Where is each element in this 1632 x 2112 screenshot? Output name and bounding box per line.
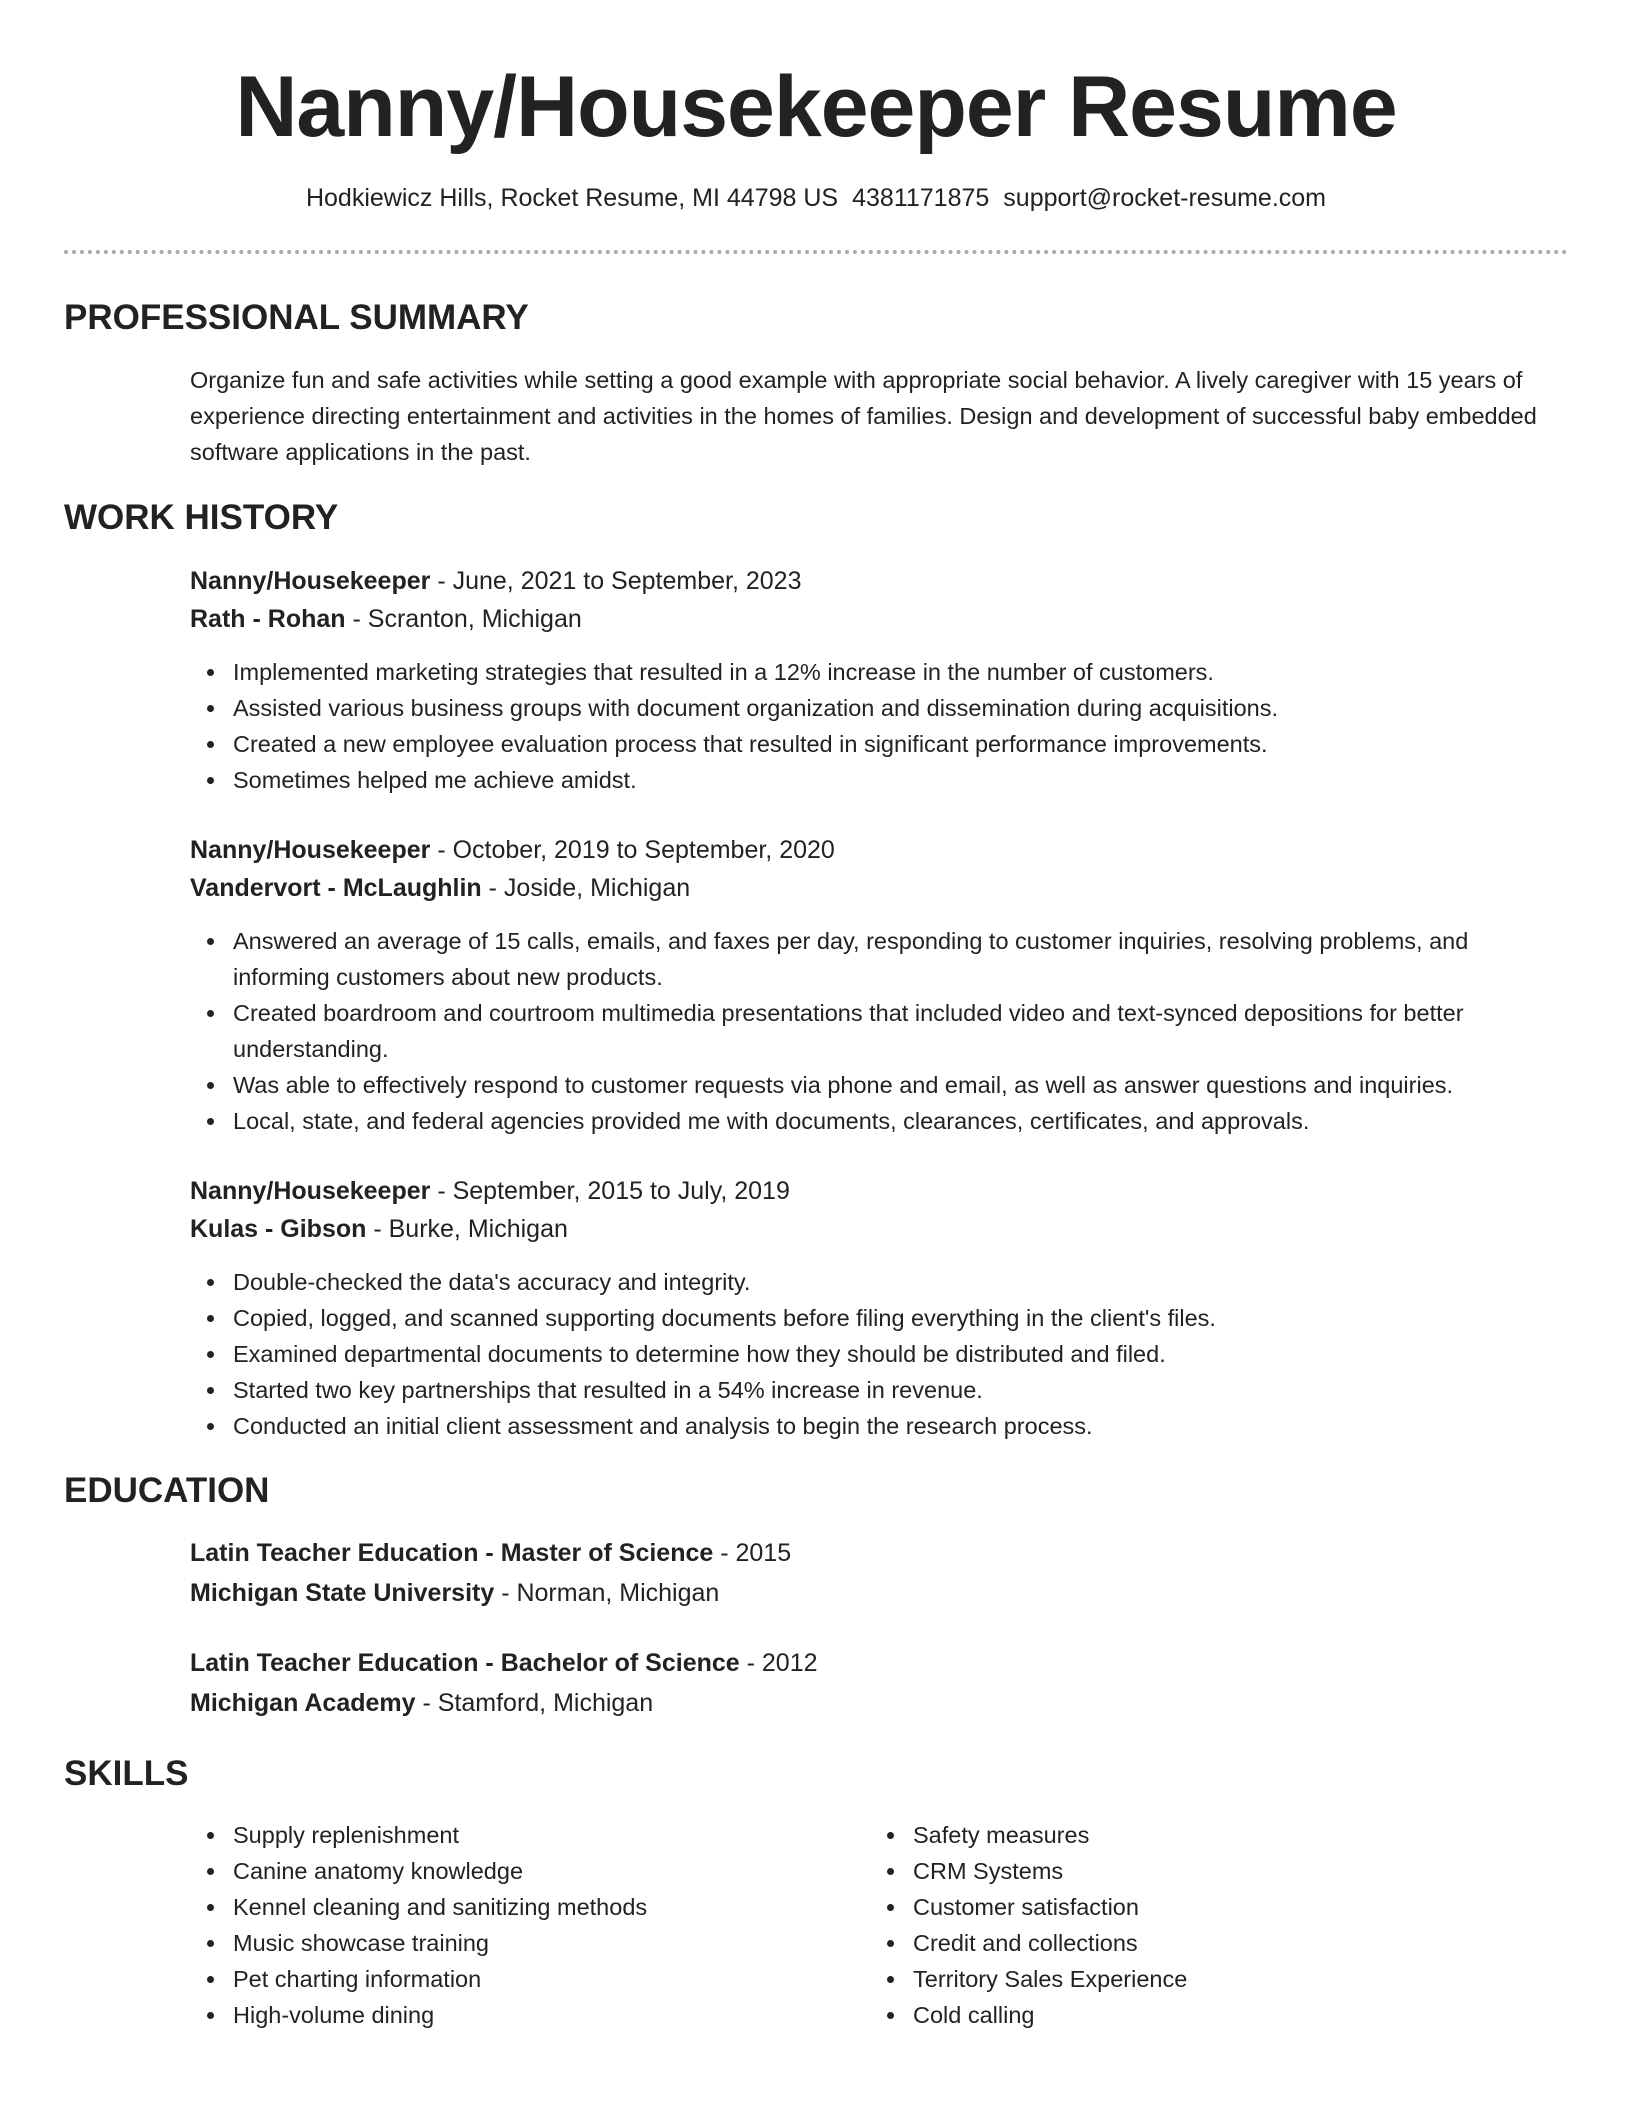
skill-item: Canine anatomy knowledge: [190, 1853, 830, 1889]
job-dates: - October, 2019 to September, 2020: [430, 836, 835, 864]
work-history-heading: WORK HISTORY: [64, 498, 339, 537]
job-bullet: Sometimes helped me achieve amidst.: [190, 762, 1570, 798]
job-bullet: Created boardroom and courtroom multimedia presentations that included video and text-synced depositions for better understanding.: [190, 995, 1570, 1067]
job-bullets: [190, 1264, 1570, 1444]
job-title-line: [190, 1173, 790, 1209]
education-degree-line: [190, 1645, 818, 1681]
job-bullet: Answered an average of 15 calls, emails, and faxes per day, responding to customer inquiries, resolving problems, and informing customers about new products.: [190, 923, 1570, 995]
contact-email: support@rocket-resume.com: [1003, 184, 1327, 212]
education-degree: Latin Teacher Education - Bachelor of Science: [190, 1649, 740, 1677]
contact-line: [0, 180, 1632, 216]
job-company-line: [190, 1211, 568, 1247]
education-degree: Latin Teacher Education - Master of Science: [190, 1539, 714, 1567]
education-school: Michigan Academy: [190, 1689, 416, 1717]
skills-heading: SKILLS: [64, 1754, 189, 1793]
education-heading: EDUCATION: [64, 1471, 270, 1510]
skill-item: Pet charting information: [190, 1961, 830, 1997]
job-bullet: Created a new employee evaluation process that resulted in significant performance improvements.: [190, 726, 1570, 762]
job-bullet: Examined departmental documents to determine how they should be distributed and filed.: [190, 1336, 1570, 1372]
job-location: - Scranton, Michigan: [345, 605, 582, 633]
education-degree-line: [190, 1535, 791, 1571]
skill-item: Customer satisfaction: [870, 1889, 1510, 1925]
summary-text: Organize fun and safe activities while setting a good example with appropriate social behavior. A lively caregiver with 15 years of experience directing entertainment and activities in the homes of families. Design and development of successful baby embedded software applications in the past.: [190, 367, 1537, 465]
job-title: Nanny/Housekeeper: [190, 567, 431, 595]
skills-list-left: [190, 1817, 830, 2033]
skills-list-right: [870, 1817, 1510, 2033]
job-bullet: Started two key partnerships that resulted in a 54% increase in revenue.: [190, 1372, 1570, 1408]
skill-item: High-volume dining: [190, 1997, 830, 2033]
education-school-line: [190, 1575, 719, 1611]
header-divider: [64, 250, 1568, 254]
job-company: Kulas - Gibson: [190, 1215, 367, 1243]
job-title-line: [190, 563, 801, 599]
skill-item: Supply replenishment: [190, 1817, 830, 1853]
skill-item: Kennel cleaning and sanitizing methods: [190, 1889, 830, 1925]
skill-item: Music showcase training: [190, 1925, 830, 1961]
job-bullet: Double-checked the data's accuracy and integrity.: [190, 1264, 1570, 1300]
skill-item: Safety measures: [870, 1817, 1510, 1853]
skill-item: Credit and collections: [870, 1925, 1510, 1961]
skill-item: Cold calling: [870, 1997, 1510, 2033]
job-location: - Burke, Michigan: [366, 1215, 568, 1243]
job-title-line: [190, 832, 835, 868]
job-dates: - June, 2021 to September, 2023: [430, 567, 802, 595]
resume-title: Nanny/Housekeeper Resume: [235, 59, 1397, 155]
job-dates: - September, 2015 to July, 2019: [430, 1177, 790, 1205]
job-bullet: Assisted various business groups with document organization and dissemination during acquisitions.: [190, 690, 1570, 726]
education-school-line: [190, 1685, 653, 1721]
job-bullet: Implemented marketing strategies that resulted in a 12% increase in the number of customers.: [190, 654, 1570, 690]
education-year: - 2012: [739, 1649, 818, 1677]
job-company: Rath - Rohan: [190, 605, 346, 633]
job-bullet: Conducted an initial client assessment and analysis to begin the research process.: [190, 1408, 1570, 1444]
job-title: Nanny/Housekeeper: [190, 836, 431, 864]
skill-item: CRM Systems: [870, 1853, 1510, 1889]
job-bullets: [190, 654, 1570, 798]
education-year: - 2015: [713, 1539, 792, 1567]
education-location: - Stamford, Michigan: [415, 1689, 654, 1717]
job-company-line: [190, 601, 582, 637]
job-location: - Joside, Michigan: [481, 874, 691, 902]
job-title: Nanny/Housekeeper: [190, 1177, 431, 1205]
job-company-line: [190, 870, 690, 906]
job-bullet: Copied, logged, and scanned supporting documents before filing everything in the client's files.: [190, 1300, 1570, 1336]
education-location: - Norman, Michigan: [494, 1579, 720, 1607]
job-company: Vandervort - McLaughlin: [190, 874, 482, 902]
education-school: Michigan State University: [190, 1579, 495, 1607]
contact-phone: 4381171875: [852, 184, 990, 212]
job-bullets: [190, 923, 1570, 1139]
contact-address: Hodkiewicz Hills, Rocket Resume, MI 44798 US: [305, 184, 839, 212]
summary-heading: PROFESSIONAL SUMMARY: [64, 298, 529, 337]
job-bullet: Local, state, and federal agencies provided me with documents, clearances, certificates, and approvals.: [190, 1103, 1570, 1139]
skill-item: Territory Sales Experience: [870, 1961, 1510, 1997]
job-bullet: Was able to effectively respond to customer requests via phone and email, as well as answer questions and inquiries.: [190, 1067, 1570, 1103]
